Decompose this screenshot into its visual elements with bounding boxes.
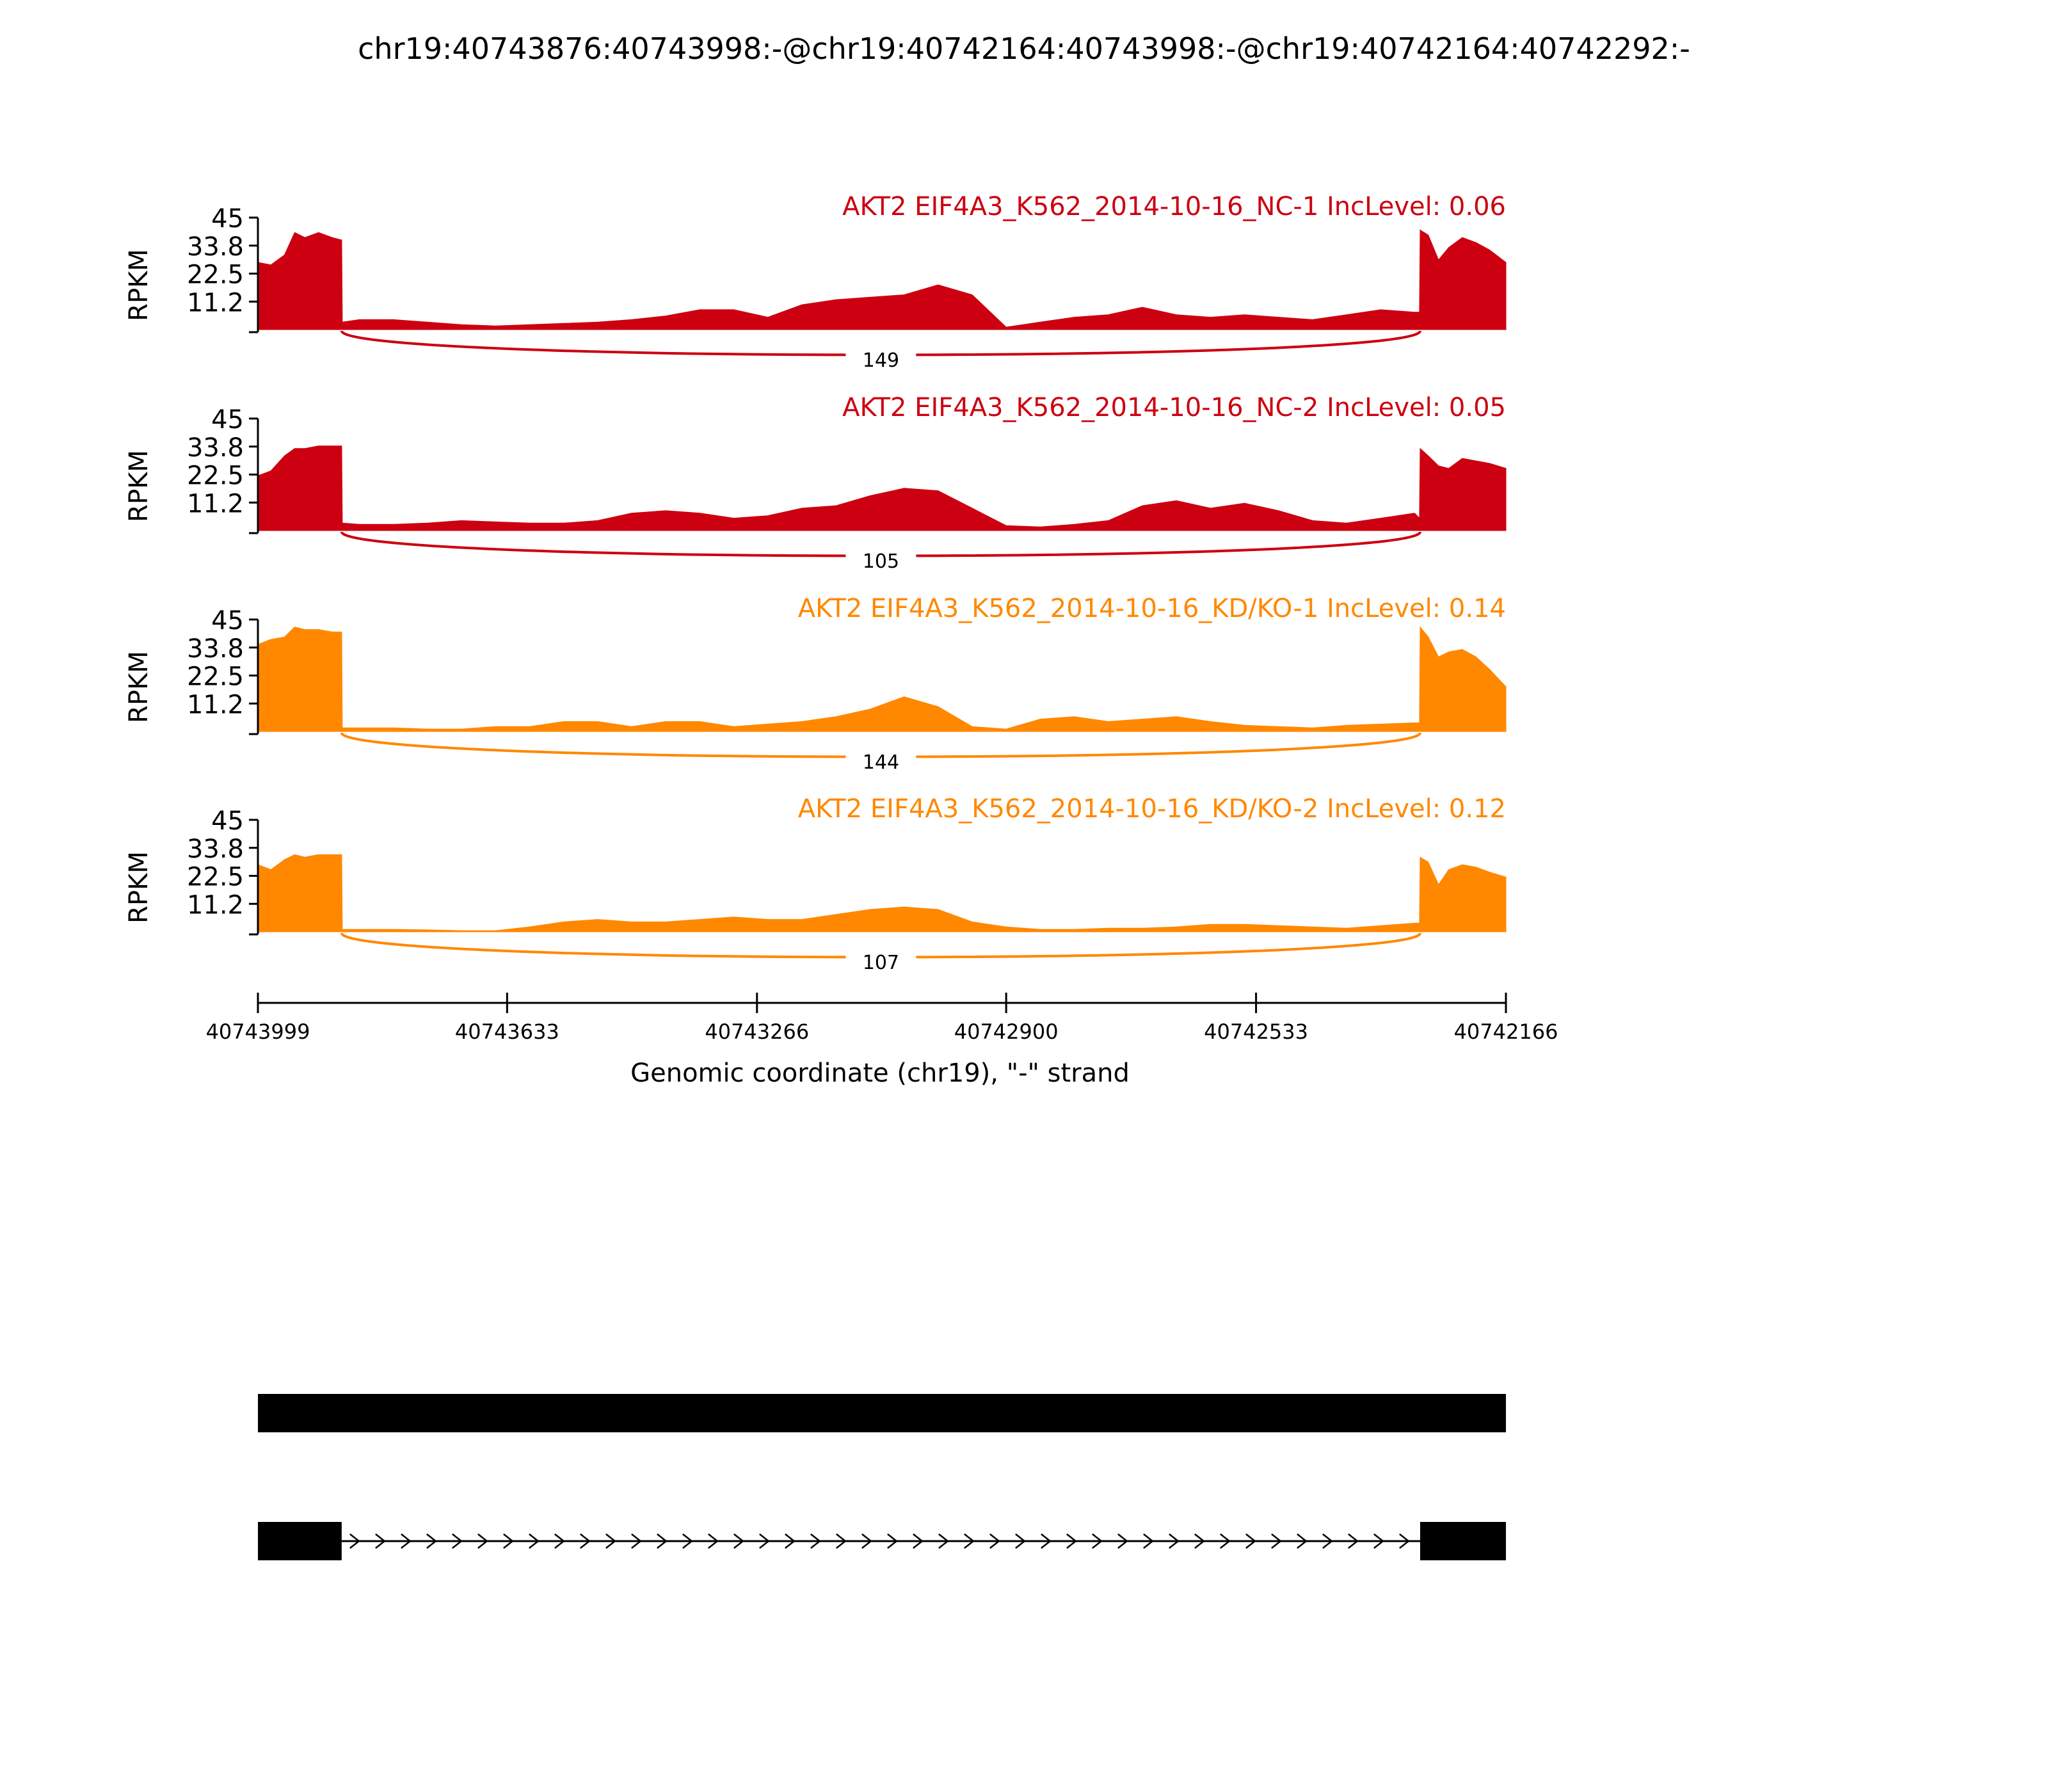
y-tick-label: 45 xyxy=(211,606,244,636)
coverage-panel-4 xyxy=(124,794,1506,975)
y-tick-label: 22.5 xyxy=(186,662,244,692)
coverage-panels xyxy=(124,192,1506,975)
coverage-panel-1 xyxy=(124,192,1506,372)
y-tick-label: 33.8 xyxy=(186,433,244,463)
y-axis-label: RPKM xyxy=(124,249,154,321)
junction-count: 107 xyxy=(862,952,900,974)
chart-title: chr19:40743876:40743998:-@chr19:40742164:40743998:-@chr19:40742164:40742292:- xyxy=(358,31,1690,66)
x-tick-label: 40742166 xyxy=(1453,1020,1558,1044)
exon-block xyxy=(258,1522,342,1560)
y-axis-label: RPKM xyxy=(124,651,154,723)
y-tick-label: 33.8 xyxy=(186,232,244,262)
x-tick-label: 40742900 xyxy=(954,1020,1059,1044)
y-axis-label: RPKM xyxy=(124,851,154,924)
gene-model-1 xyxy=(258,1394,1506,1432)
y-tick-label: 11.2 xyxy=(186,890,244,920)
coverage-area xyxy=(258,230,1506,330)
y-axis-label: RPKM xyxy=(124,450,154,522)
y-tick-label: 22.5 xyxy=(186,862,244,892)
y-tick-label: 11.2 xyxy=(186,489,244,519)
sample-label: AKT2 EIF4A3_K562_2014-10-16_NC-2 IncLevel: 0.05 xyxy=(842,393,1506,422)
gene-model-2 xyxy=(258,1522,1506,1560)
junction-count: 149 xyxy=(862,349,900,372)
exon-block xyxy=(1420,1522,1506,1560)
sample-label: AKT2 EIF4A3_K562_2014-10-16_KD/KO-1 IncLevel: 0.14 xyxy=(797,594,1506,623)
coverage-panel-2 xyxy=(124,393,1506,573)
x-tick-label: 40742533 xyxy=(1204,1020,1309,1044)
x-tick-label: 40743999 xyxy=(205,1020,310,1044)
exon-block xyxy=(258,1394,1506,1432)
y-tick-label: 45 xyxy=(211,405,244,435)
y-tick-label: 22.5 xyxy=(186,260,244,290)
coverage-area xyxy=(258,446,1506,531)
sample-label: AKT2 EIF4A3_K562_2014-10-16_KD/KO-2 IncLevel: 0.12 xyxy=(797,794,1506,824)
x-axis-label: Genomic coordinate (chr19), "-" strand xyxy=(630,1059,1130,1088)
coverage-panel-3 xyxy=(124,594,1506,774)
y-tick-label: 45 xyxy=(211,204,244,234)
y-tick-label: 11.2 xyxy=(186,288,244,318)
x-axis xyxy=(206,993,1558,1044)
gene-models xyxy=(258,1394,1506,1560)
x-tick-label: 40743266 xyxy=(705,1020,810,1044)
y-tick-label: 22.5 xyxy=(186,461,244,491)
sample-label: AKT2 EIF4A3_K562_2014-10-16_NC-1 IncLevel: 0.06 xyxy=(842,192,1506,221)
coverage-area xyxy=(258,627,1506,732)
x-tick-label: 40743633 xyxy=(454,1020,559,1044)
junction-count: 144 xyxy=(862,751,900,774)
y-tick-label: 11.2 xyxy=(186,690,244,720)
coverage-area xyxy=(258,854,1506,932)
junction-count: 105 xyxy=(862,550,900,573)
y-tick-label: 45 xyxy=(211,806,244,836)
y-tick-label: 33.8 xyxy=(186,834,244,864)
y-tick-label: 33.8 xyxy=(186,634,244,664)
